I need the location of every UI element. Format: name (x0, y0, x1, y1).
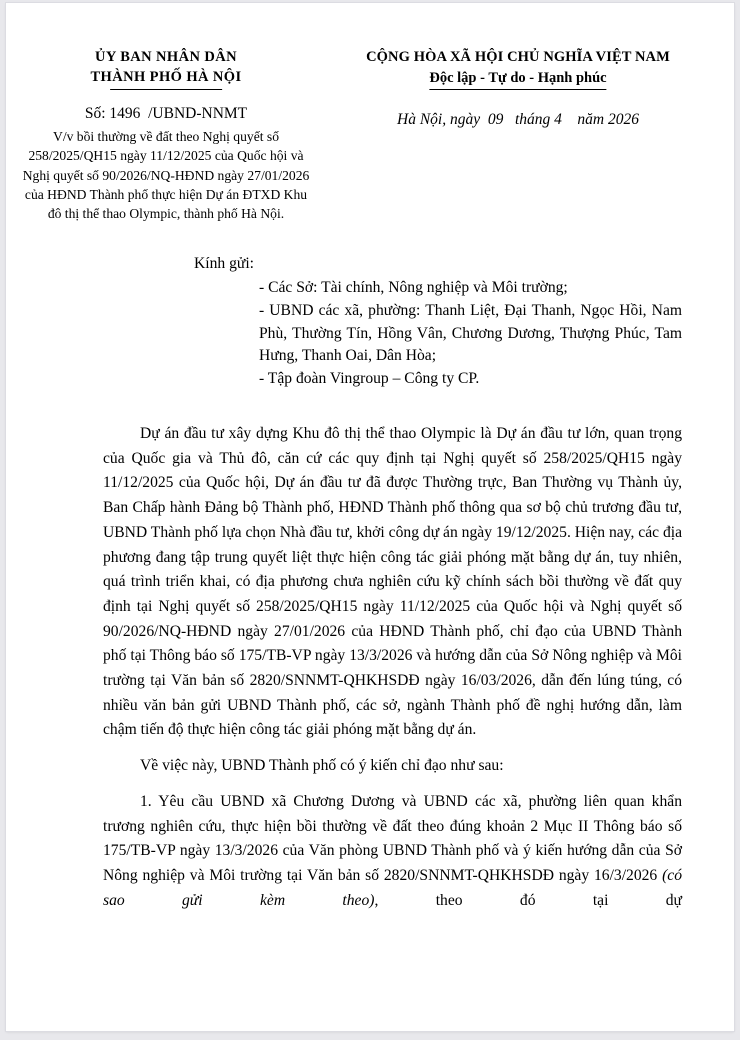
issuing-authority-block (16, 47, 316, 223)
document-page-surface (6, 3, 734, 1031)
letter-body (6, 422, 734, 913)
recipients-block (6, 253, 734, 391)
document-subject: V/v bồi thường về đất theo Nghị quyết số 258/2025/QH15 ngày 11/12/2025 của Quốc hội và Nghị quyết số 90/2026/NQ-HĐND ngày 27/01/2026 của HĐND Thành phố thực hiện Dự án ĐTXD Khu đô thị thể thao Olympic, thành phố Hà Nội. (22, 128, 310, 222)
issuing-authority-line-1: ỦY BAN NHÂN DÂN (94, 49, 237, 65)
official-letter-document (6, 3, 734, 1031)
body-paragraph-3-attachment-note: (có sao gửi kèm theo) (103, 866, 682, 909)
national-title: CỘNG HÒA XÃ HỘI CHỦ NGHĨA VIỆT NAM (366, 49, 670, 65)
body-paragraph-3 (103, 790, 682, 914)
recipients-list (194, 277, 682, 391)
issuing-authority-line-2: THÀNH PHỐ HÀ NỘI (90, 69, 242, 85)
letter-header (6, 3, 734, 223)
body-paragraph-1: Dự án đầu tư xây dựng Khu đô thị thể thao Olympic là Dự án đầu tư lớn, quan trọng của Quốc gia và Thủ đô, căn cứ các quy định tại Nghị quyết số 258/2025/QH15 ngày 11/12/2025 của Quốc hội, Dự án đầu tư đã được Thường trực, Ban Thường vụ Thành ủy, Ban Chấp hành Đảng bộ Thành phố, HĐND Thành phố thông qua sơ bộ chủ trương đầu tư, UBND Thành phố lựa chọn Nhà đầu tư, khởi công dự án ngày 19/12/2025. Hiện nay, các địa phương đang tập trung quyết liệt thực hiện công tác giải phóng mặt bằng dự án, tuy nhiên, quá trình triển khai, có địa phương chưa nghiên cứu kỹ chính sách bồi thường về đất quy định tại Nghị quyết số 258/2025/QH15 ngày 11/12/2025 của Quốc hội và Nghị quyết số 90/2026/NQ-HĐND ngày 27/01/2026 của HĐND Thành phố, chỉ đạo của UBND Thành phố tại Thông báo số 175/TB-VP ngày 13/3/2026 và hướng dẫn của Sở Nông nghiệp và Môi trường tại Văn bản số 2820/SNNMT-QHKHSDĐ ngày 16/03/2026, dẫn đến lúng túng, có nhiều văn bản gửi UBND Thành phố, các sở, ngành Thành phố đề nghị hướng dẫn, làm chậm tiến độ thực hiện công tác giải phóng mặt bằng dự án. (103, 425, 682, 739)
national-motto: Độc lập - Tự do - Hạnh phúc (429, 70, 607, 86)
recipient-item: - Tập đoàn Vingroup – Công ty CP. (259, 370, 480, 388)
document-number: Số: 1496 /UBND-NNMT (84, 105, 248, 122)
national-heading-block (316, 47, 734, 131)
recipient-item: - UBND các xã, phường: Thanh Liệt, Đại Thanh, Ngọc Hồi, Nam Phù, Thường Tín, Hồng Vân, Chương Dương, Thượng Phúc, Tam Hưng, Thanh Oai, Dân Hòa; (259, 301, 682, 365)
body-paragraph-2: Về việc này, UBND Thành phố có ý kiến chỉ đạo như sau: (140, 757, 504, 775)
recipient-item: - Các Sở: Tài chính, Nông nghiệp và Môi trường; (259, 279, 568, 297)
recipients-salutation: Kính gửi: (194, 255, 254, 273)
body-paragraph-3-part-1: 1. Yêu cầu UBND xã Chương Dương và UBND các xã, phường liên quan khẩn trương nghiên cứu, thực hiện bồi thường về đất theo đúng khoản 2 Mục II Thông báo số 175/TB-VP ngày 13/3/2026 của Văn phòng UBND Thành phố và ý kiến hướng dẫn của Sở Nông nghiệp và Môi trường tại Văn bản số 2820/SNNMT-QHKHSDĐ ngày 16/3/2026 (103, 792, 682, 884)
place-and-date: Hà Nội, ngày 09 tháng 4 năm 2026 (397, 111, 639, 128)
body-paragraph-3-part-2: , theo đó tại dự (374, 891, 682, 909)
